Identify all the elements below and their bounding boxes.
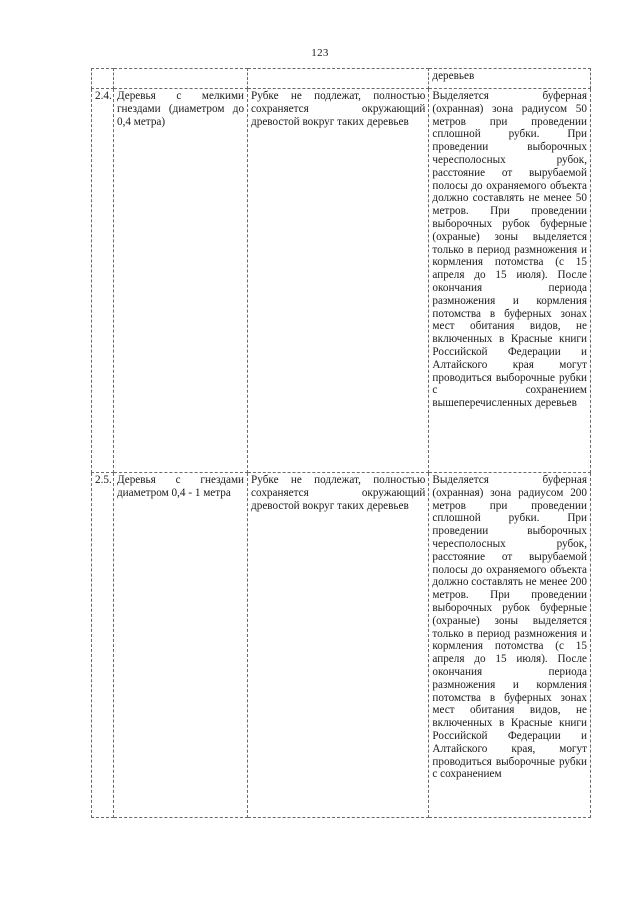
cell-restriction xyxy=(248,69,429,89)
cell-object xyxy=(113,69,247,89)
cell-buffer-zone: деревьев xyxy=(429,69,591,89)
cell-number: 2.4. xyxy=(92,89,114,473)
cell-object: Деревья с мелкими гнездами (диаметром до 0,4 метра) xyxy=(113,89,247,473)
cell-restriction: Рубке не подлежат, полностью сохраняется окружающий древостой вокруг таких деревьев xyxy=(248,89,429,473)
cell-object: Деревья с гнездами диаметром 0,4 - 1 метра xyxy=(113,473,247,818)
cell-number: 2.5. xyxy=(92,473,114,818)
cell-buffer-zone: Выделяется буферная (охранная) зона радиусом 50 метров при проведении сплошной рубки. При проведении выборочных чересполосных рубок, расстояние от вырубаемой полосы до охраняемого объекта должно составлять не менее 50 метров. При проведении выборочных рубок буферные (охраные) зоны выделяется только в период размножения и кормления потомства (с 15 апреля до 15 июля). После окончания периода размножения и кормления потомства в буферных зонах мест обитания видов, не включенных в Красные книги Российской Федерации и Алтайского края могут проводиться выборочные рубки с сохранением вышеперечисленных деревьев xyxy=(429,89,591,473)
table-row xyxy=(92,473,591,818)
regulation-table xyxy=(91,68,591,818)
table-row xyxy=(92,89,591,473)
cell-restriction: Рубке не подлежат, полностью сохраняется окружающий древостой вокруг таких деревьев xyxy=(248,473,429,818)
table-row-continuation xyxy=(92,69,591,89)
page-number: 123 xyxy=(311,47,329,59)
cell-number xyxy=(92,69,114,89)
cell-buffer-zone: Выделяется буферная (охранная) зона радиусом 200 метров при проведении сплошной рубки. При проведении выборочных чересполосных рубок, расстояние от вырубаемой полосы до охраняемого объекта должно составлять не менее 200 метров. При проведении выборочных рубок буферные (охраные) зоны выделяется только в период размножения и кормления потомства (с 15 апреля до 15 июля). После окончания периода размножения и кормления потомства в буферных зонах мест обитания видов, не включенных в Красные книги Российской Федерации и Алтайского края, могут проводиться выборочные рубки с сохранением xyxy=(429,473,591,818)
